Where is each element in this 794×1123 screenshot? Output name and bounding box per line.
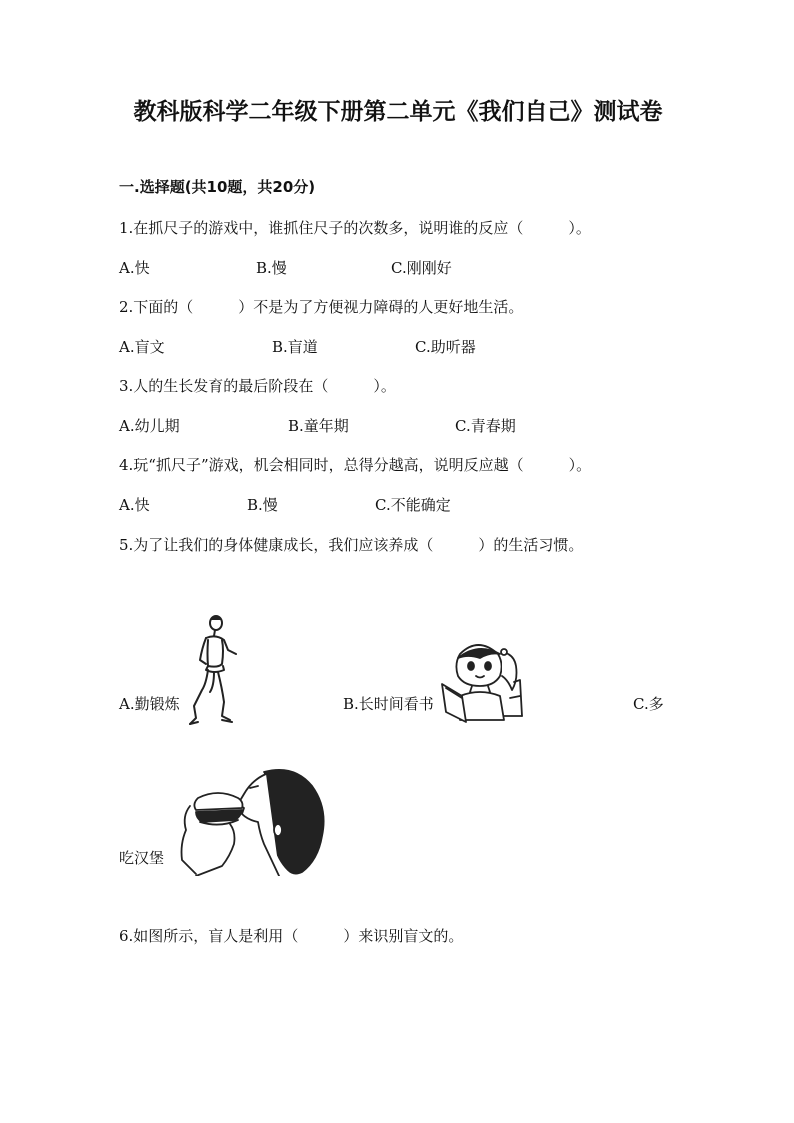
girl-reading-illustration <box>438 638 530 724</box>
question-6: 6.如图所示，盲人是利用（ ）来识别盲文的。 <box>119 927 464 945</box>
section-heading: 一.选择题(共10题，共20分) <box>119 178 316 196</box>
running-man-illustration <box>188 612 240 730</box>
person-eating-hamburger-illustration <box>172 766 330 876</box>
question-5: 5.为了让我们的身体健康成长，我们应该养成（ ）的生活习惯。 <box>119 536 584 554</box>
q5-option-a: A.勤锻炼 <box>119 695 180 713</box>
q1-option-c: C.刚刚好 <box>391 259 452 277</box>
q2-option-c: C.助听器 <box>415 338 476 356</box>
question-2: 2.下面的（ ）不是为了方便视力障碍的人更好地生活。 <box>119 298 524 316</box>
page-title: 教科版科学二年级下册第二单元《我们自己》测试卷 <box>133 99 663 125</box>
question-3: 3.人的生长发育的最后阶段在（ ）。 <box>119 377 396 395</box>
q2-option-a: A.盲文 <box>119 338 165 356</box>
q3-option-c: C.青春期 <box>455 417 516 435</box>
q2-option-b: B.盲道 <box>272 338 318 356</box>
q1-option-a: A.快 <box>119 259 150 277</box>
q1-option-b: B.慢 <box>256 259 287 277</box>
q5-option-b: B.长时间看书 <box>343 695 434 713</box>
q4-option-a: A.快 <box>119 496 150 514</box>
q5-option-c: C.多 <box>633 695 664 713</box>
q4-option-b: B.慢 <box>247 496 278 514</box>
q3-option-b: B.童年期 <box>288 417 349 435</box>
question-4: 4.玩“抓尺子”游戏，机会相同时，总得分越高，说明反应越（ ）。 <box>119 456 592 474</box>
q3-option-a: A.幼儿期 <box>119 417 180 435</box>
q4-option-c: C.不能确定 <box>375 496 451 514</box>
question-1: 1.在抓尺子的游戏中，谁抓住尺子的次数多，说明谁的反应（ ）。 <box>119 219 591 237</box>
q5-option-c-continued: 吃汉堡 <box>119 849 165 867</box>
